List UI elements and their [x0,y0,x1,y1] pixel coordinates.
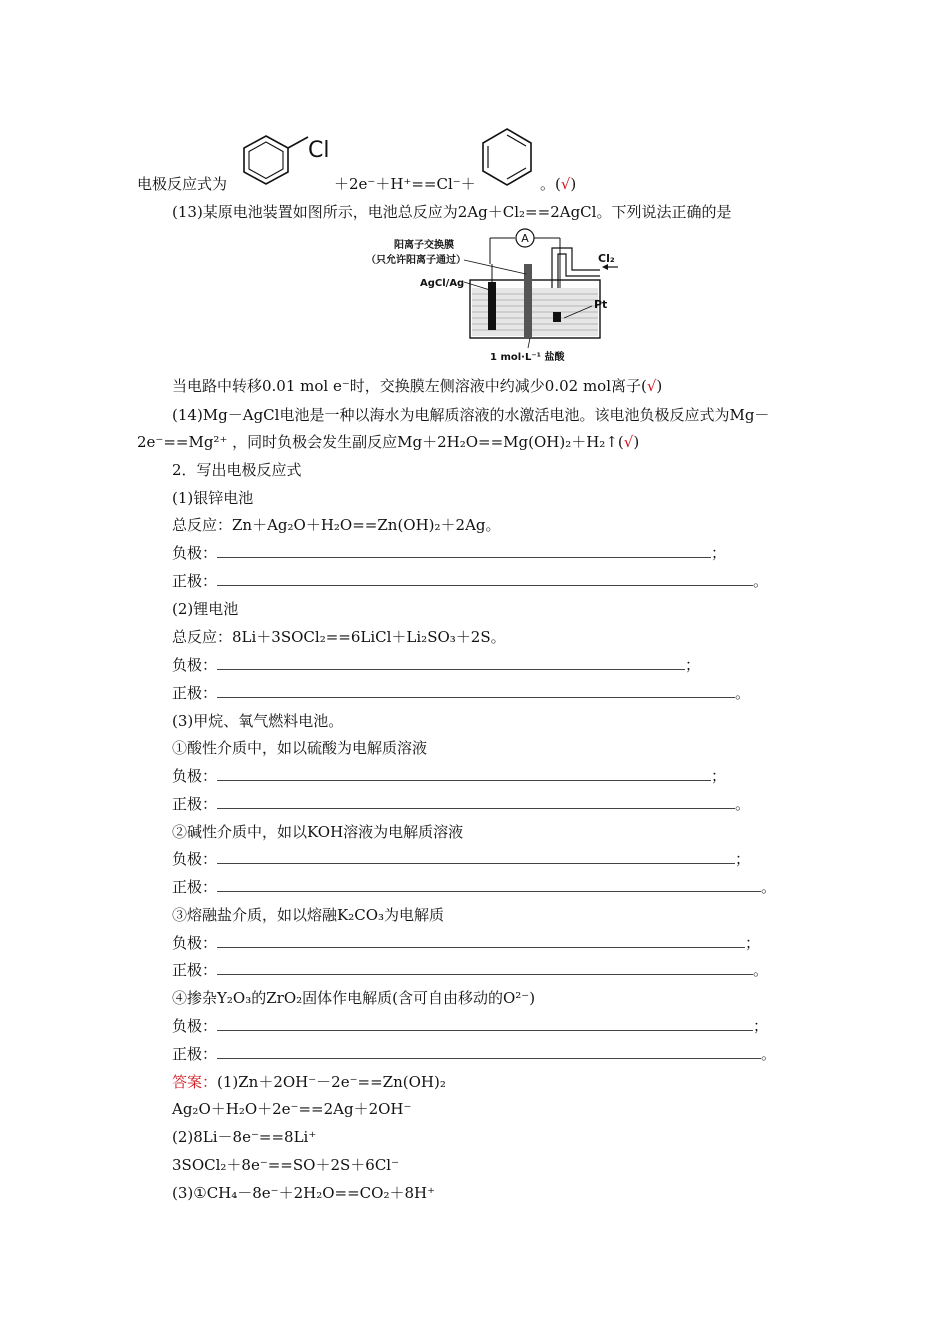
answer-blank[interactable] [217,571,753,586]
p3-title: (3)甲烷、氧气燃料电池。 [172,712,344,730]
answer-blank[interactable] [217,766,711,781]
neg-label: 负极： [172,934,218,952]
item14-close: ) [633,433,640,451]
pos-label: 正极： [172,572,218,590]
check-mark: √ [560,175,571,193]
item13-text: (13)某原电池装置如图所示，电池总反应为2Ag＋Cl₂==2AgCl。下列说法正确的是 [172,203,732,221]
p2-total: 总反应：8Li＋3SOCl₂==6LiCl＋Li₂SO₃＋2S。 [172,628,506,646]
p1-total: 总反应：Zn＋Ag₂O＋H₂O==Zn(OH)₂＋2Ag。 [172,516,501,534]
item13-statement [172,376,662,396]
period: 。 [735,684,751,702]
item12-close: ) [570,175,577,193]
agcl-electrode [488,282,496,330]
period: 。 [761,878,777,896]
answer-line5: (3)①CH₄－8e⁻＋2H₂O==CO₂＋8H⁺ [172,1184,436,1202]
answer-blank[interactable] [217,655,685,670]
item12-end: 。( [540,175,561,193]
section2-title: 2．写出电极反应式 [172,461,302,479]
item12-result [540,174,576,194]
solution-label: 1 mol·L⁻¹ 盐酸 [490,352,565,363]
p2-pos-line [172,683,750,703]
answer-label: 答案： [172,1073,218,1091]
p1-neg-line [172,543,726,563]
pos-label: 正极： [172,1045,218,1063]
item14-line2 [137,432,639,452]
answer-line3: (2)8Li－8e⁻==8Li⁺ [172,1128,317,1146]
membrane-label-1: 阳离子交换膜 [394,240,454,251]
pos-label: 正极： [172,961,218,979]
item13-close: ) [656,377,663,395]
p3c-neg-line [172,933,760,953]
pos-label: 正极： [172,684,218,702]
p3a-pos-line [172,794,750,814]
p3a-neg-line [172,766,726,786]
answer-line2: Ag₂O＋H₂O＋2e⁻==2Ag＋2OH⁻ [172,1100,412,1118]
item12-equation: ＋2e⁻＋H⁺==Cl⁻＋ [334,175,476,193]
p3d-pos-line [172,1044,776,1064]
semicolon: ； [735,850,751,868]
semicolon: ； [753,1017,769,1035]
neg-label: 负极： [172,656,218,674]
pos-label: 正极： [172,795,218,813]
p3b-pos-line [172,877,776,897]
pt-electrode [553,312,561,322]
membrane-label-2: （只允许阳离子通过） [366,255,466,266]
answer-line1 [172,1072,446,1092]
item14-line1: (14)Mg－AgCl电池是一种以海水为电解质溶液的水激活电池。该电池负极反应式为Mg－ [172,406,770,424]
p3d-neg-line [172,1016,768,1036]
check-mark: √ [623,433,634,451]
neg-label: 负极： [172,1017,218,1035]
semicolon: ； [745,934,761,952]
period: 。 [753,961,769,979]
answer-blank[interactable] [217,1016,753,1031]
p3b-neg-line [172,849,750,869]
answer-blank[interactable] [217,794,735,809]
check-mark: √ [646,377,657,395]
p3c-pos-line [172,960,768,980]
item13-statement-text: 当电路中转移0.01 mol e⁻时，交换膜左侧溶液中约减少0.02 mol离子( [172,377,647,395]
neg-label: 负极： [172,544,218,562]
p3-b: ②碱性介质中，如以KOH溶液为电解质溶液 [172,823,464,841]
p3-c: ③熔融盐介质，如以熔融K₂CO₃为电解质 [172,906,445,924]
answer-blank[interactable] [217,543,711,558]
p3-a: ①酸性介质中，如以硫酸为电解质溶液 [172,739,428,757]
gas-label: Cl₂ [598,252,615,265]
pt-label: Pt [594,298,608,311]
ion-exchange-membrane [524,264,532,338]
answer-blank[interactable] [217,849,735,864]
item12-label: 电极反应式为 [137,175,228,193]
semicolon: ； [711,767,727,785]
answer-blank[interactable] [217,960,753,975]
left-electrode-label: AgCl/Ag [420,278,465,289]
chlorobenzene-structure [238,132,338,194]
period: 。 [753,572,769,590]
answer-blank[interactable] [217,877,761,892]
answer-blank[interactable] [217,1044,761,1059]
p3-d: ④掺杂Y₂O₃的ZrO₂固体作电解质(含可自由移动的O²⁻) [172,989,536,1007]
p1-title: (1)银锌电池 [172,489,254,507]
answer-text-1: (1)Zn＋2OH⁻－2e⁻==Zn(OH)₂ [217,1073,446,1091]
period: 。 [761,1045,777,1063]
ammeter-label: A [521,232,529,245]
semicolon: ； [711,544,727,562]
galvanic-cell-figure [360,226,630,366]
p2-title: (2)锂电池 [172,600,239,618]
pos-label: 正极： [172,878,218,896]
p1-pos-line [172,571,768,591]
benzene-structure [478,126,536,188]
neg-label: 负极： [172,767,218,785]
period: 。 [735,795,751,813]
answer-line4: 3SOCl₂＋8e⁻==SO＋2S＋6Cl⁻ [172,1156,400,1174]
item14-line2-text: 2e⁻==Mg²⁺ ，同时负极会发生副反应Mg＋2H₂O==Mg(OH)₂＋H₂↑( [137,433,624,451]
answer-blank[interactable] [217,933,745,948]
semicolon: ； [685,656,701,674]
neg-label: 负极： [172,850,218,868]
answer-blank[interactable] [217,683,735,698]
cl-label: Cl [308,138,330,163]
p2-neg-line [172,655,700,675]
